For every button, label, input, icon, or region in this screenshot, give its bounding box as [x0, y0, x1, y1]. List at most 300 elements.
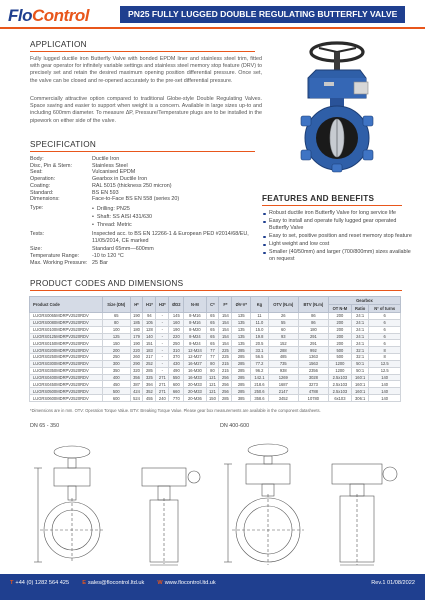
table-cell: 105	[143, 319, 156, 326]
table-cell: -	[156, 313, 169, 320]
table-cell: 1200	[328, 367, 351, 374]
col-header: C*	[206, 297, 219, 313]
logo-part-control: Control	[32, 6, 89, 25]
table-cell: 500	[328, 347, 351, 354]
table-cell: 250	[169, 340, 184, 347]
table-cell: LUGRS0350MDRPV2520RDV	[30, 367, 103, 374]
col-header: H3*	[156, 297, 169, 313]
feature-item: Easy to install and operate fully lugged gear operated Butterfly Valve	[262, 218, 412, 232]
table-cell: 121	[206, 374, 219, 381]
table-cell: 190	[130, 313, 143, 320]
table-cell: 992	[298, 347, 328, 354]
features-list	[262, 210, 412, 264]
table-cell: 77	[206, 354, 219, 361]
table-cell: 24:1	[351, 313, 368, 320]
table-cell: 4788	[298, 388, 328, 395]
table-cell: 154	[219, 340, 232, 347]
spec-row-disc	[30, 163, 255, 170]
table-cell: -	[156, 367, 169, 374]
feature-item: Light weight and low cost	[262, 241, 412, 248]
table-cell: 291	[298, 333, 328, 340]
table-cell: 140	[143, 333, 156, 340]
table-cell: 135	[232, 340, 251, 347]
table-cell: LUGRS0500MDRPV2520RDV	[30, 388, 103, 395]
table-cell: 154	[219, 333, 232, 340]
table-cell: 200	[328, 326, 351, 333]
table-cell: 285	[232, 381, 251, 388]
table-cell: 2.5x103	[328, 381, 351, 388]
table-cell: 200	[328, 340, 351, 347]
table-cell: 350	[103, 367, 131, 374]
table-cell: 180	[130, 326, 143, 333]
col-header: ØD2	[169, 297, 184, 313]
table-cell: 240	[156, 395, 169, 402]
table-cell: 8-M24	[184, 333, 206, 340]
table-cell: 600	[169, 381, 184, 388]
table-cell: 10780	[298, 395, 328, 402]
table-cell: 55	[268, 319, 298, 326]
table-cell: 65	[103, 313, 131, 320]
table-cell: 12.5	[369, 367, 401, 374]
table-cell: 285	[143, 367, 156, 374]
table-cell: 8-M16	[184, 319, 206, 326]
table-row	[30, 388, 401, 395]
spec-row-standard	[30, 190, 255, 197]
website-link[interactable]: www.flocontrol.ltd.uk	[164, 580, 216, 586]
table-cell: 370	[169, 354, 184, 361]
spec-key: Temperature Range:	[30, 253, 80, 260]
table-cell: 200	[328, 319, 351, 326]
spec-row-seat	[30, 169, 255, 176]
col-header: Ratio	[351, 305, 368, 313]
feature-item: Easy to set, positive position and reset memory stop feature	[262, 233, 412, 240]
table-cell: LUGRS0400MDRPV2520RDV	[30, 374, 103, 381]
spec-value: BS EN 593	[92, 189, 119, 196]
drawing-label-small: DN 65 - 350	[30, 423, 60, 429]
table-cell: 140	[369, 381, 401, 388]
table-cell: LUGRS0065MDRPV2520RDV	[30, 313, 103, 320]
spec-value: Face-to-Face BS EN 558 (series 20)	[92, 196, 180, 203]
spec-value: 25 Bar	[92, 259, 108, 266]
spec-key: Dimensions:	[30, 196, 60, 203]
table-cell: 24:1	[351, 333, 368, 340]
table-cell: 450	[103, 381, 131, 388]
table-cell: 288	[268, 347, 298, 354]
spec-value: Standard 65mm—600mm	[92, 246, 154, 253]
table-cell: 320	[130, 367, 143, 374]
table-row	[30, 374, 401, 381]
col-header: Product Code	[30, 297, 103, 313]
table-cell: -	[156, 326, 169, 333]
table-cell: 6	[369, 313, 401, 320]
spec-row-dimensions	[30, 196, 255, 203]
table-cell: 50:1	[351, 367, 368, 374]
table-cell: 200	[103, 347, 131, 354]
table-cell: LUGRS0250MDRPV2520RDV	[30, 354, 103, 361]
table-row	[30, 340, 401, 347]
table-cell: -	[156, 360, 169, 367]
spec-row-operation	[30, 176, 255, 183]
table-cell: 94	[143, 313, 156, 320]
page-footer	[0, 574, 425, 600]
table-cell: 358.6	[251, 395, 268, 402]
table-cell: 100	[103, 326, 131, 333]
table-cell: -	[156, 333, 169, 340]
spec-key: Standard:	[30, 189, 54, 196]
spec-row-temperature	[30, 253, 255, 260]
spec-row-coating	[30, 183, 255, 190]
table-cell: 135	[232, 319, 251, 326]
table-cell: 96.2	[251, 367, 268, 374]
table-cell: 86	[298, 313, 328, 320]
table-cell: 524	[130, 395, 143, 402]
codes-rule	[30, 290, 402, 291]
features-heading: FEATURES AND BENEFITS	[262, 194, 375, 203]
table-cell: 300	[103, 360, 131, 367]
table-cell: 215	[219, 367, 232, 374]
table-cell: 220	[130, 347, 143, 354]
table-cell: 8-M16	[184, 313, 206, 320]
codes-heading: PRODUCT CODES AND DIMENSIONS	[30, 279, 184, 288]
phone-label: T	[10, 580, 14, 586]
table-cell: 80	[103, 319, 131, 326]
email-label: E	[82, 580, 86, 586]
table-cell: LUGRS0300MDRPV2520RDV	[30, 360, 103, 367]
table-row	[30, 313, 401, 320]
table-cell: 65	[206, 313, 219, 320]
spec-key: Tests:	[30, 230, 45, 237]
table-cell: 33.1	[251, 347, 268, 354]
table-cell: 180	[298, 326, 328, 333]
table-cell: 291	[298, 340, 328, 347]
table-cell: 152	[268, 340, 298, 347]
table-cell: 154	[219, 326, 232, 333]
table-cell: 93	[268, 333, 298, 340]
web-label: W	[157, 580, 163, 586]
spec-type-item: • Shaft: SS AISI 431/630	[92, 213, 255, 221]
table-cell: 160	[169, 319, 184, 326]
table-cell: 285	[232, 347, 251, 354]
page-header	[0, 0, 425, 30]
spec-value: Stainless Steel	[92, 162, 128, 169]
table-cell: 26	[268, 313, 298, 320]
table-cell: 250.6	[251, 388, 268, 395]
table-cell: LUGRS0600MDRPV2520RDV	[30, 395, 103, 402]
features-rule	[262, 205, 402, 206]
table-cell: 154	[219, 313, 232, 320]
table-row	[30, 381, 401, 388]
table-cell: 485	[268, 354, 298, 361]
spec-type-item: • Drilling: PN25	[92, 205, 255, 213]
logo-part-flo: Flo	[8, 6, 32, 25]
table-header-row	[30, 297, 401, 305]
col-header: OT N-M	[328, 305, 351, 313]
table-cell: 24:1	[351, 319, 368, 326]
phone-number[interactable]: +44 (0) 1282 564 425	[15, 580, 70, 586]
table-cell: 256	[219, 388, 232, 395]
table-cell: 121	[206, 388, 219, 395]
table-cell: 16-M33	[184, 374, 206, 381]
table-cell: 490	[169, 367, 184, 374]
col-header: Size (DN)	[103, 297, 131, 313]
table-cell: 190	[169, 326, 184, 333]
table-cell: 256	[219, 374, 232, 381]
document-title: PN25 FULLY LUGGED DOUBLE REGULATING BUTTERFLY VALVE	[120, 6, 405, 23]
table-cell: 20.5	[251, 340, 268, 347]
table-cell: 32:1	[351, 354, 368, 361]
table-cell: 1363	[298, 354, 328, 361]
application-rule	[30, 51, 255, 52]
revision-date: Rev.1 01/08/2022	[371, 580, 415, 586]
table-cell: 6	[369, 326, 401, 333]
table-row	[30, 354, 401, 361]
email-link[interactable]: sales@flocontrol.ltd.uk	[87, 580, 145, 586]
table-footnote: *Dimensions are in mm. OTV: Operation Torque Value. BTV: Breaking Torque Value. Please gear box measurements are available in the component datasheets.	[30, 408, 321, 413]
table-cell: 80	[206, 367, 219, 374]
table-cell: 135	[232, 333, 251, 340]
specification-heading: SPECIFICATION	[30, 140, 97, 149]
table-cell: 8-M20	[184, 326, 206, 333]
table-cell: 121	[206, 381, 219, 388]
table-cell: 770	[169, 395, 184, 402]
table-cell: 424	[130, 388, 143, 395]
table-cell: 500	[328, 354, 351, 361]
table-cell: 220	[169, 333, 184, 340]
feature-item: Robust ductile iron Butterfly Valve for long service life	[262, 210, 412, 217]
table-cell: 65	[206, 326, 219, 333]
table-cell: 32:1	[351, 347, 368, 354]
table-cell: 6	[369, 340, 401, 347]
spec-row-body	[30, 156, 255, 163]
table-cell: 2147	[268, 388, 298, 395]
table-cell: 271	[156, 388, 169, 395]
table-cell: 12-M24	[184, 347, 206, 354]
table-cell: 2356	[298, 367, 328, 374]
table-cell: 8-M24	[184, 340, 206, 347]
table-cell: 550	[169, 374, 184, 381]
col-header: Kg	[251, 297, 268, 313]
dimension-drawing-dn400-600	[220, 432, 405, 568]
table-cell: LUGRS0200MDRPV2520RDV	[30, 347, 103, 354]
table-cell: -	[156, 354, 169, 361]
spec-row-tests	[30, 231, 255, 244]
spec-key: Type:	[30, 204, 44, 211]
table-cell: 310	[169, 347, 184, 354]
table-cell: LUGRS0450MDRPV2520RDV	[30, 381, 103, 388]
table-cell: 600	[103, 395, 131, 402]
table-cell: 15.0	[251, 326, 268, 333]
table-cell: LUGRS0125MDRPV2520RDV	[30, 333, 103, 340]
table-cell: LUGRS0100MDRPV2520RDV	[30, 326, 103, 333]
table-cell: 285	[232, 360, 251, 367]
table-cell: 145	[169, 313, 184, 320]
table-cell: 271	[156, 381, 169, 388]
table-cell: 938	[268, 367, 298, 374]
col-header: N-M	[184, 297, 206, 313]
table-cell: 140	[369, 395, 401, 402]
table-cell: 150	[206, 395, 219, 402]
table-cell: 183	[143, 347, 156, 354]
table-cell: -	[156, 319, 169, 326]
table-row	[30, 326, 401, 333]
flocontrol-logo	[8, 6, 89, 26]
table-row	[30, 333, 401, 340]
spec-type-item: • Thread: Metric	[92, 221, 255, 229]
spec-row-size	[30, 246, 255, 253]
table-cell: 60	[268, 326, 298, 333]
table-cell: 285	[219, 395, 232, 402]
table-cell: 260	[130, 354, 143, 361]
contact-details	[10, 580, 216, 586]
spec-row-type	[30, 205, 255, 229]
dimension-drawing-dn65-350	[30, 432, 215, 568]
table-cell: 1200	[328, 360, 351, 367]
table-cell: 394	[143, 381, 156, 388]
table-cell: 154	[219, 319, 232, 326]
spec-key: Max. Working Pressure:	[30, 259, 88, 266]
table-cell: 3028	[298, 374, 328, 381]
table-cell: 20-M36	[184, 395, 206, 402]
table-cell: 252	[143, 360, 156, 367]
spec-type-list	[92, 205, 255, 229]
table-cell: 20-M33	[184, 388, 206, 395]
header-divider	[0, 27, 425, 29]
table-cell: 12.5	[369, 360, 401, 367]
table-cell: 140	[369, 388, 401, 395]
table-cell: 50:1	[351, 360, 368, 367]
table-cell: 325	[143, 374, 156, 381]
spec-key: Operation:	[30, 176, 56, 183]
table-cell: 352	[143, 388, 156, 395]
spec-value: Vulcanised EPDM	[92, 169, 136, 176]
table-cell: 77	[206, 347, 219, 354]
col-header: OTV (N.m)	[268, 297, 298, 313]
table-cell: 20-M33	[184, 381, 206, 388]
table-cell: 6	[369, 333, 401, 340]
table-cell: 8	[369, 347, 401, 354]
spec-value: RAL 5015 (thickness 250 micron)	[92, 182, 172, 189]
table-cell: 160:1	[351, 381, 368, 388]
col-header: ØV-V*	[232, 297, 251, 313]
product-codes-table	[29, 296, 401, 402]
table-cell: 356	[130, 374, 143, 381]
table-cell: 290	[130, 360, 143, 367]
table-cell: 12-M27	[184, 354, 206, 361]
table-cell: 250	[103, 354, 131, 361]
table-cell: 150	[103, 340, 131, 347]
table-cell: 185	[130, 319, 143, 326]
table-row	[30, 360, 401, 367]
table-cell: 285	[232, 354, 251, 361]
table-cell: 151	[143, 340, 156, 347]
table-cell: 455	[143, 395, 156, 402]
table-cell: -	[156, 347, 169, 354]
table-cell: 190	[130, 340, 143, 347]
table-cell: 77.2	[251, 360, 268, 367]
table-cell: LUGRS0150MDRPV2520RDV	[30, 340, 103, 347]
spec-key: Coating:	[30, 182, 51, 189]
table-cell: 285	[232, 388, 251, 395]
spec-value: Inspected acc. to BS EN 12266-1 & European PED #2014/68/EU, 11/05/2014, CE marked	[92, 230, 249, 244]
table-cell: 8	[369, 354, 401, 361]
application-paragraph-2: Commercially attractive option compared to traditional Globe-style Double Regulating Valves. Space saving and easier to support when weight is a concern. Available in large sizes up-to and including 600mm diameter. To measure ΔP, Pressure/Temperature plugs are to be installed in the pipework on either side of the valve.	[30, 96, 262, 124]
spec-key: Seat:	[30, 169, 43, 176]
spec-key: Disc, Pin & Stem:	[30, 162, 72, 169]
spec-key: Body:	[30, 156, 44, 162]
table-cell: 1269	[268, 374, 298, 381]
table-cell: 387	[130, 381, 143, 388]
drawing-label-large: DN 400-600	[220, 423, 250, 429]
spec-value: -10 to 120 °C	[92, 253, 124, 260]
application-paragraph-1: Fully lugged ductile iron Butterfly Valve with bonded EPDM liner and stainless steel trim, fitted with gear operator for infinitely variable settings and stainless steel memory stop feature (DRV) to precisely set and retain the desired maximum opening position differential pressure. Once set, the valve can be closed and re-opened accurately to the pre-set differential pressure.	[30, 56, 262, 84]
table-cell: 215	[219, 360, 232, 367]
table-cell: 65	[206, 340, 219, 347]
table-cell: 135	[232, 326, 251, 333]
table-row	[30, 319, 401, 326]
table-cell: -	[156, 340, 169, 347]
table-row	[30, 395, 401, 402]
col-header: N° of turns	[369, 305, 401, 313]
table-row	[30, 347, 401, 354]
table-cell: 385	[232, 395, 251, 402]
table-cell: 735	[268, 360, 298, 367]
butterfly-valve-image	[264, 38, 406, 173]
table-cell: 1687	[268, 381, 298, 388]
specification-rule	[30, 151, 255, 152]
table-cell: 142.1	[251, 374, 268, 381]
col-header: H1*	[143, 297, 156, 313]
table-cell: 200	[328, 313, 351, 320]
feature-item: Smaller (40/50mm) and larger (700/800mm) sizes available on request	[262, 249, 412, 263]
table-cell: 306:1	[351, 395, 368, 402]
table-cell: 140	[369, 374, 401, 381]
col-header: F*	[219, 297, 232, 313]
spec-key: Size:	[30, 246, 42, 253]
table-cell: 3273	[298, 381, 328, 388]
table-cell: 128	[143, 326, 156, 333]
table-cell: 179	[130, 333, 143, 340]
table-cell: 400	[103, 374, 131, 381]
application-heading: APPLICATION	[30, 40, 87, 49]
gearbox-group-header: Gearbox	[328, 297, 400, 305]
table-cell: 86	[298, 319, 328, 326]
table-cell: 65	[206, 333, 219, 340]
table-cell: 200	[328, 333, 351, 340]
table-cell: 135	[232, 313, 251, 320]
table-cell: 125	[103, 333, 131, 340]
table-cell: 225	[219, 347, 232, 354]
table-cell: 11.0	[251, 319, 268, 326]
table-cell: 660	[169, 388, 184, 395]
table-cell: 1563	[298, 360, 328, 367]
table-cell: 16-M30	[184, 367, 206, 374]
table-cell: 160:1	[351, 388, 368, 395]
table-cell: 6	[369, 319, 401, 326]
table-cell: 217	[143, 354, 156, 361]
table-cell: 160:1	[351, 374, 368, 381]
table-cell: 24:1	[351, 340, 368, 347]
spec-value: Gearbox in Ductile Iron	[92, 176, 148, 183]
spec-value: Ductile Iron	[92, 156, 120, 162]
table-cell: 225	[219, 354, 232, 361]
specification-list	[30, 156, 255, 266]
table-row	[30, 367, 401, 374]
table-cell: 2.5x103	[328, 388, 351, 395]
table-cell: 271	[156, 374, 169, 381]
table-cell: 285	[232, 374, 251, 381]
table-cell: 2.5x103	[328, 374, 351, 381]
spec-row-pressure	[30, 260, 255, 267]
